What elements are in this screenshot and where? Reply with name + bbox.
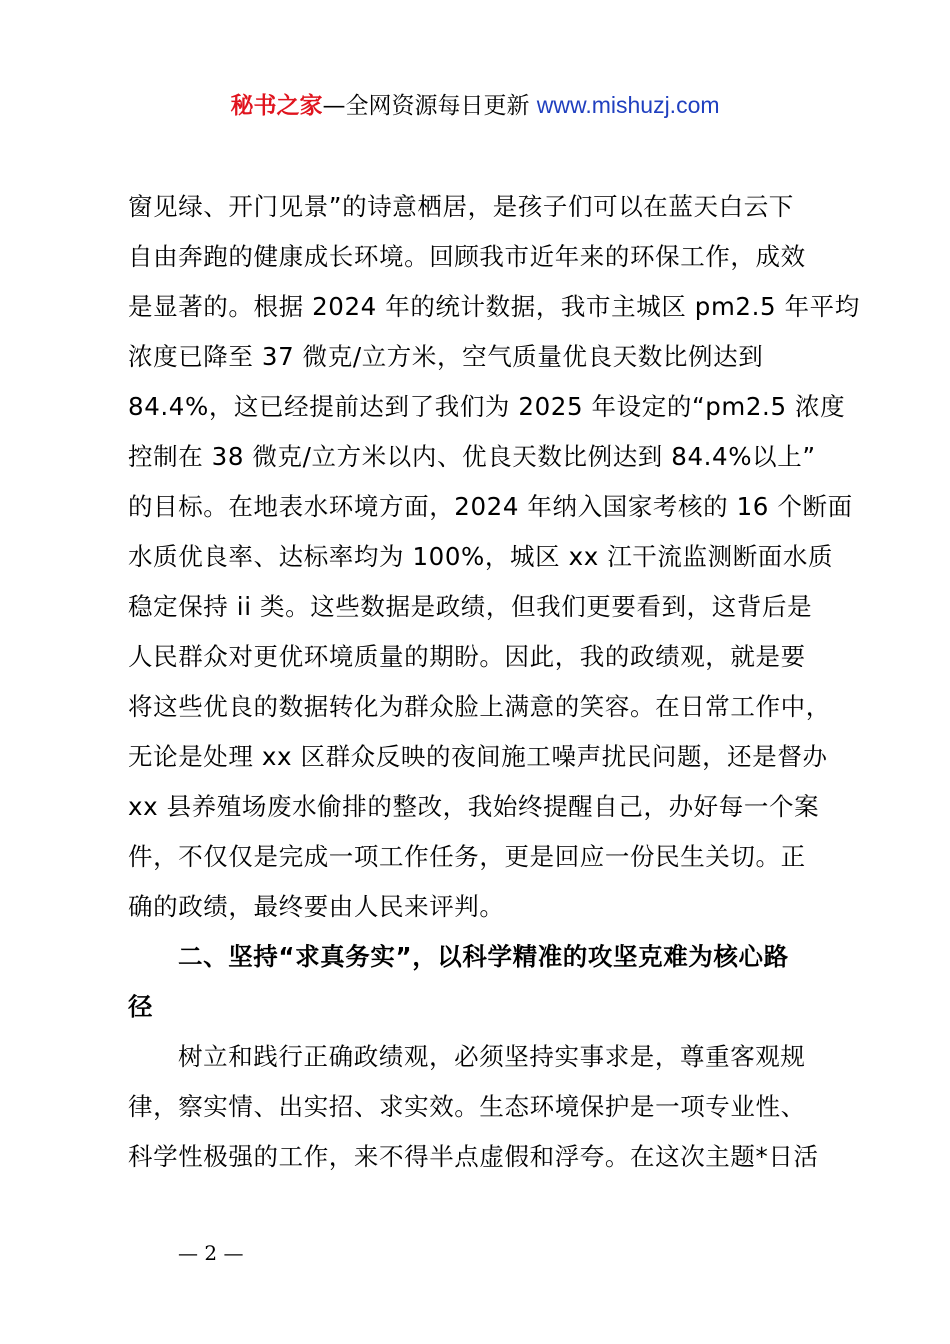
body-line: 水质优良率、达标率均为 100%，城区 xx 江干流监测断面水质 xyxy=(128,542,834,571)
body-line: 浓度已降至 37 微克/立方米，空气质量优良天数比例达到 xyxy=(128,342,764,371)
body-line: 84.4%，这已经提前达到了我们为 2025 年设定的“pm2.5 浓度 xyxy=(128,392,846,421)
body-line: 稳定保持 ii 类。这些数据是政绩，但我们更要看到，这背后是 xyxy=(128,592,813,621)
document-body xyxy=(128,182,860,1182)
body-line: 确的政绩，最终要由人民来评判。 xyxy=(128,892,505,921)
body-line: 控制在 38 微克/立方米以内、优良天数比例达到 84.4%以上” xyxy=(128,442,816,471)
section-heading: 二、坚持“求真务实”，以科学精准的攻坚克难为核心路 xyxy=(178,942,789,971)
section-heading-continued: 径 xyxy=(128,992,154,1021)
body-line: 窗见绿、开门见景”的诗意栖居，是孩子们可以在蓝天白云下 xyxy=(128,192,794,221)
paragraph-line: 律，察实情、出实招、求实效。生态环境保护是一项专业性、 xyxy=(128,1092,806,1121)
body-line: xx 县养殖场废水偷排的整改，我始终提醒自己，办好每一个案 xyxy=(128,792,820,821)
paragraph-line: 树立和践行正确政绩观，必须坚持实事求是，尊重客观规 xyxy=(178,1042,806,1071)
page-number: — 2 — xyxy=(178,1241,244,1265)
paragraph-line: 科学性极强的工作，来不得半点虚假和浮夸。在这次主题*日活 xyxy=(128,1142,819,1171)
body-line: 无论是处理 xx 区群众反映的夜间施工噪声扰民问题，还是督办 xyxy=(128,742,828,771)
body-line: 件，不仅仅是完成一项工作任务，更是回应一份民生关切。正 xyxy=(128,842,806,871)
site-header xyxy=(0,88,950,123)
brand-name: 秘书之家 xyxy=(230,93,323,119)
body-line: 的目标。在地表水环境方面，2024 年纳入国家考核的 16 个断面 xyxy=(128,492,853,521)
header-tagline: —全网资源每日更新 xyxy=(322,93,530,119)
body-line: 将这些优良的数据转化为群众脸上满意的笑容。在日常工作中， xyxy=(128,692,831,721)
body-line: 人民群众对更优环境质量的期盼。因此，我的政绩观，就是要 xyxy=(128,642,806,671)
body-line: 是显著的。根据 2024 年的统计数据，我市主城区 pm2.5 年平均 xyxy=(128,292,860,321)
site-url-link[interactable]: www.mishuzj.com xyxy=(536,92,720,118)
body-line: 自由奔跑的健康成长环境。回顾我市近年来的环保工作，成效 xyxy=(128,242,806,271)
